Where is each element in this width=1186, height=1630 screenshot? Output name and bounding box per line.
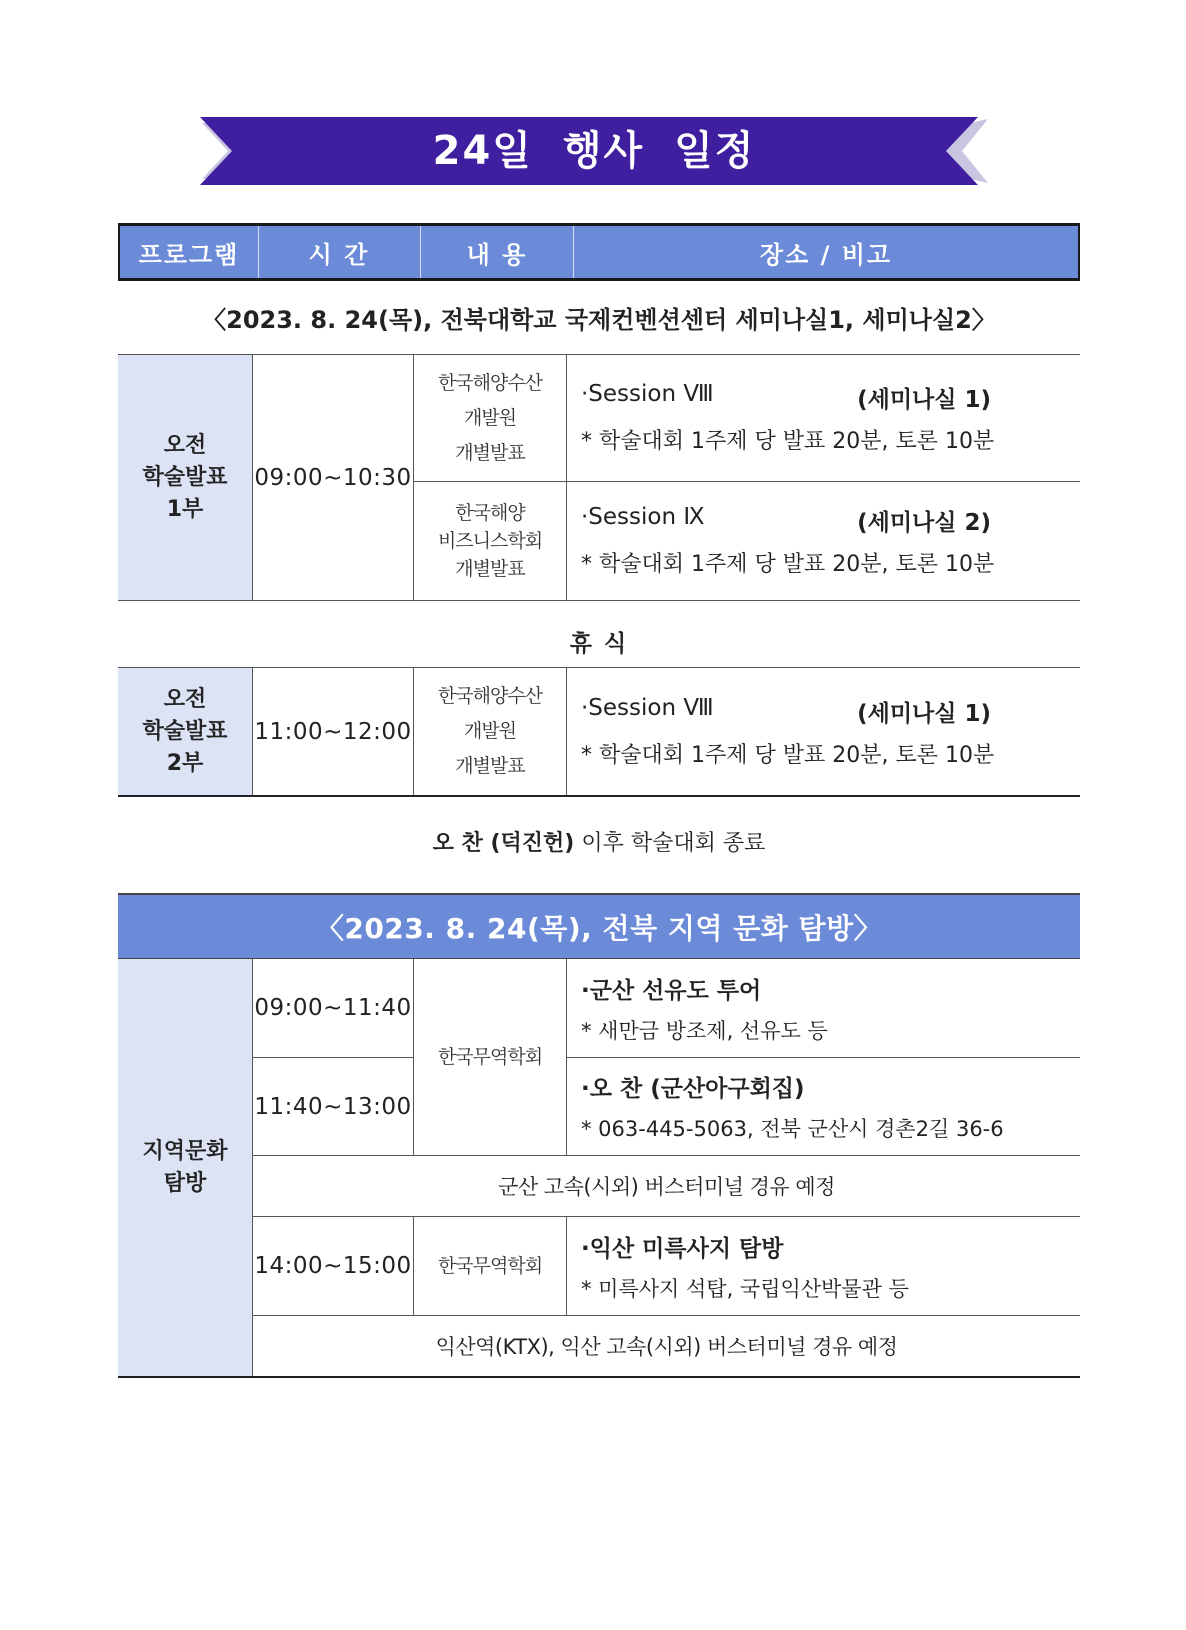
tour-note: * 새만금 방조제, 선유도 등 bbox=[581, 1018, 828, 1043]
note-cell bbox=[567, 355, 1080, 481]
tour-title: ·오 찬 (군산아구회집) bbox=[581, 1076, 805, 1102]
org-cell: 한국무역학회 bbox=[437, 1045, 543, 1068]
table-header bbox=[118, 223, 1080, 281]
session-note: * 학술대회 1주제 당 발표 20분, 토론 10분 bbox=[581, 429, 995, 454]
room-label: (세미나실 1) bbox=[857, 700, 991, 727]
note-cell bbox=[567, 668, 1080, 795]
room-label: (세미나실 1) bbox=[857, 387, 991, 413]
transit-note: 군산 고속(시외) 버스터미널 경유 예정 bbox=[498, 1175, 835, 1199]
time-cell: 11:00~12:00 bbox=[254, 718, 412, 745]
lunch-rest: 이후 학술대회 종료 bbox=[574, 831, 766, 856]
org-line: 비즈니스학회 bbox=[437, 530, 543, 552]
tour-note: * 063-445-5063, 전북 군산시 경촌2길 36-6 bbox=[581, 1117, 1004, 1141]
org-line: 한국해양수산 bbox=[437, 371, 543, 394]
note-cell bbox=[567, 1217, 1080, 1315]
session-line bbox=[581, 695, 991, 728]
tour-title: ·익산 미륵사지 탐방 bbox=[581, 1235, 784, 1262]
session-note: * 학술대회 1주제 당 발표 20분, 토론 10분 bbox=[581, 552, 995, 577]
program-line: 지역문화 bbox=[142, 1138, 228, 1164]
org-line: 개별발표 bbox=[455, 558, 525, 580]
lunch-bold: 오 찬 (덕진헌) bbox=[432, 831, 575, 856]
header-time: 시 간 bbox=[308, 240, 370, 269]
room-label: (세미나실 2) bbox=[857, 510, 991, 536]
note-cell bbox=[567, 959, 1080, 1057]
session-block-1 bbox=[118, 355, 1080, 600]
section1-title: 〈2023. 8. 24(목), 전북대학교 국제컨벤션센터 세미나실1, 세미나실2〉 bbox=[202, 306, 996, 334]
session-line bbox=[581, 504, 991, 537]
banner-title: 24일 행사 일정 bbox=[432, 128, 756, 174]
lunch-line bbox=[118, 826, 1080, 857]
org-cell bbox=[414, 668, 566, 795]
session-block-2 bbox=[118, 668, 1080, 795]
org-line: 한국해양수산 bbox=[437, 685, 543, 707]
tour-title: ·군산 선유도 투어 bbox=[581, 977, 762, 1004]
header-content: 내 용 bbox=[466, 240, 528, 269]
program-line: 탐방 bbox=[163, 1170, 207, 1196]
org-line: 개별발표 bbox=[455, 755, 525, 777]
note-cell bbox=[567, 1058, 1080, 1155]
program-line: 학술발표 bbox=[142, 464, 228, 490]
header-program: 프로그램 bbox=[138, 240, 240, 269]
program-cell bbox=[118, 355, 252, 600]
org-line: 한국해양 bbox=[455, 502, 525, 524]
culture-tour-block bbox=[118, 959, 1080, 1376]
section2-title: 〈2023. 8. 24(목), 전북 지역 문화 탐방〉 bbox=[118, 893, 1080, 959]
org-line: 개발원 bbox=[463, 406, 517, 429]
time-cell: 09:00~11:40 bbox=[254, 995, 412, 1021]
org-line: 개별발표 bbox=[455, 441, 525, 464]
program-line: 오전 bbox=[163, 686, 207, 712]
tour-note: * 미륵사지 석탑, 국립익산박물관 등 bbox=[581, 1276, 909, 1301]
note-cell bbox=[567, 482, 1080, 600]
program-line: 오전 bbox=[163, 432, 207, 458]
title-banner bbox=[200, 117, 988, 185]
time-cell: 14:00~15:00 bbox=[254, 1253, 412, 1279]
program-line: 2부 bbox=[166, 750, 204, 776]
org-cell: 한국무역학회 bbox=[437, 1254, 543, 1277]
program-cell bbox=[118, 668, 252, 795]
session-label: ·Session Ⅷ bbox=[581, 694, 714, 721]
program-cell bbox=[118, 959, 252, 1376]
session-line bbox=[581, 381, 991, 414]
break-label: 휴 식 bbox=[569, 631, 629, 657]
org-cell bbox=[414, 482, 566, 600]
time-cell: 09:00~10:30 bbox=[254, 464, 412, 491]
session-label: ·Session Ⅷ bbox=[581, 381, 714, 407]
session-note: * 학술대회 1주제 당 발표 20분, 토론 10분 bbox=[581, 742, 995, 768]
program-line: 학술발표 bbox=[142, 718, 228, 744]
org-cell bbox=[414, 355, 566, 481]
transit-note: 익산역(KTX), 익산 고속(시외) 버스터미널 경유 예정 bbox=[435, 1335, 898, 1359]
program-line: 1부 bbox=[166, 496, 204, 522]
session-label: ·Session Ⅸ bbox=[581, 504, 705, 530]
header-place: 장소 / 비고 bbox=[759, 240, 893, 269]
time-cell: 11:40~13:00 bbox=[254, 1093, 412, 1120]
org-line: 개발원 bbox=[463, 720, 517, 742]
